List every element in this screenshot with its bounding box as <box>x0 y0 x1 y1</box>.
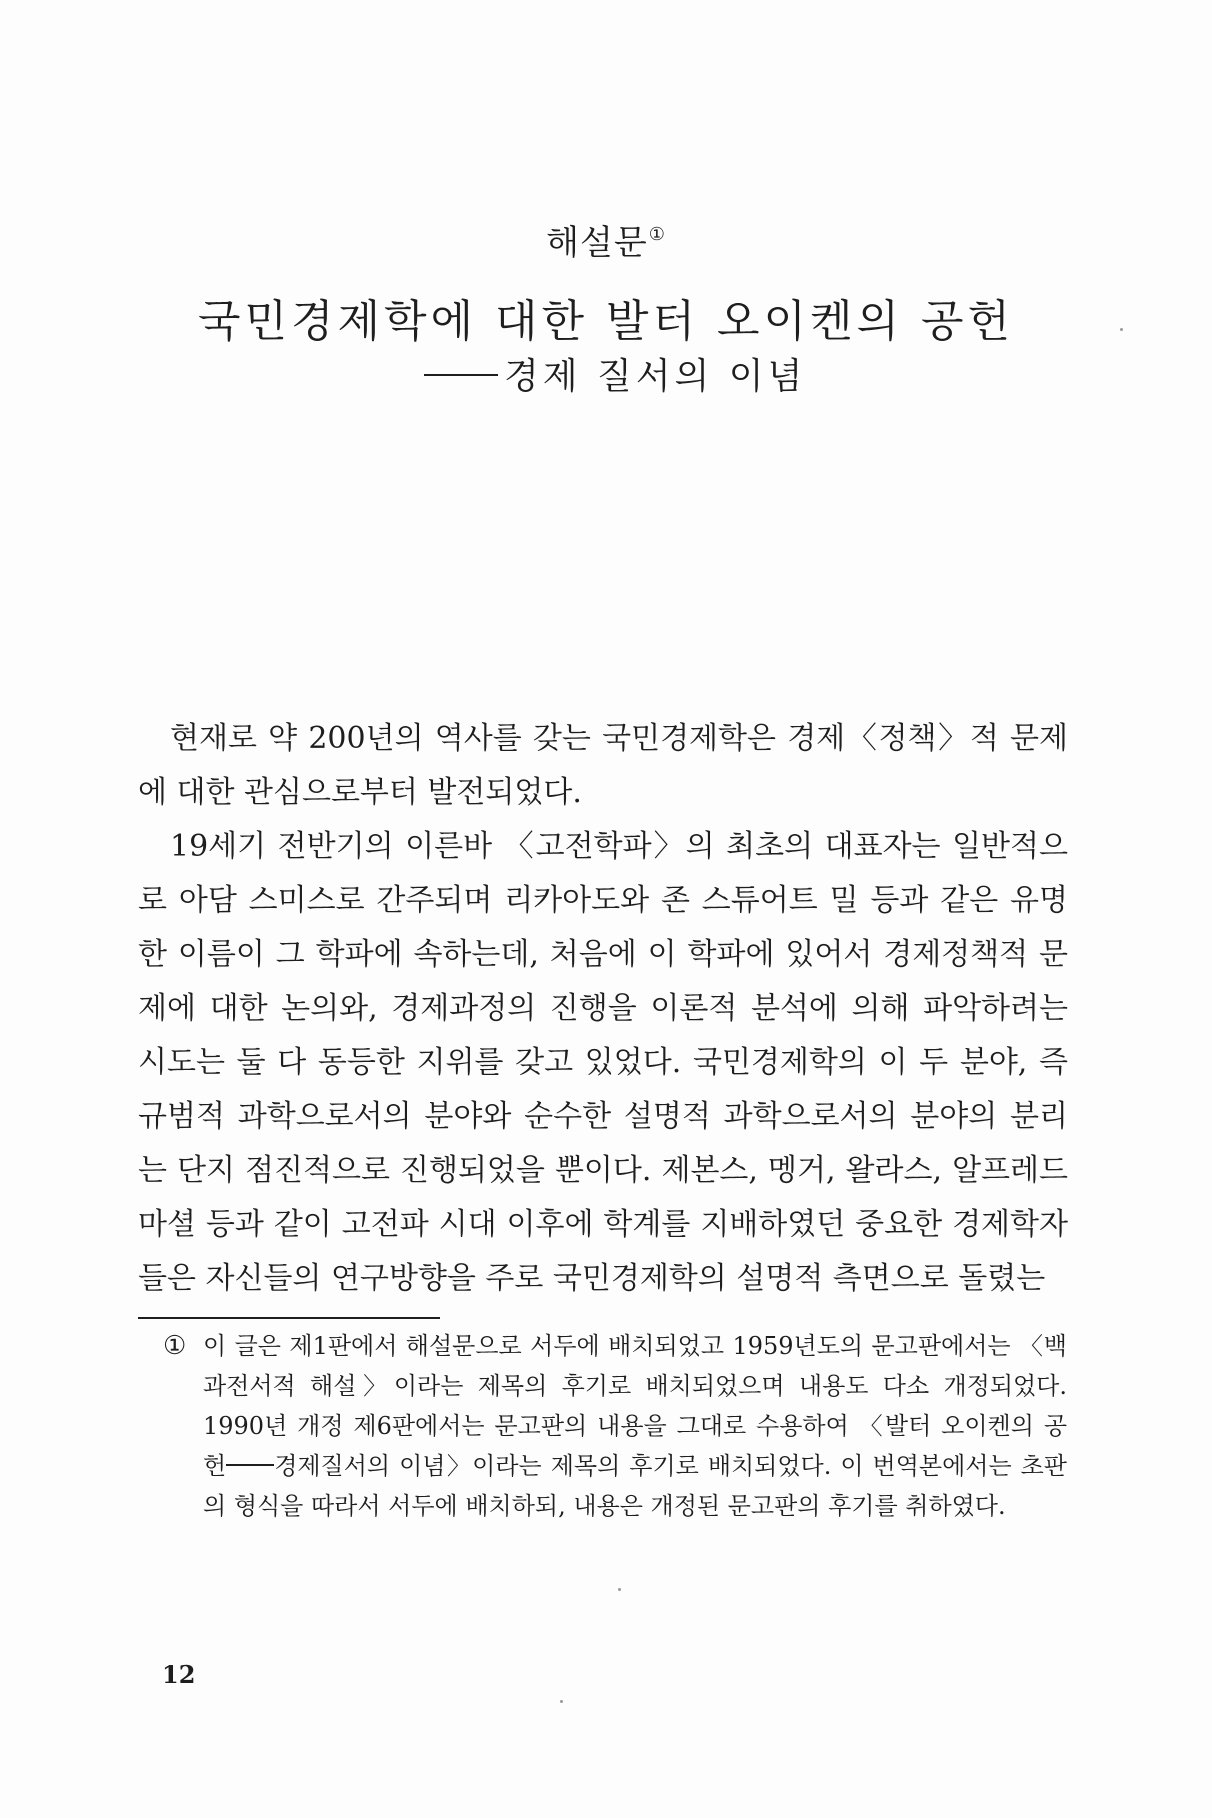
footnote-separator <box>138 1317 440 1319</box>
section-heading <box>0 215 1212 264</box>
footnote-mark: ① <box>163 1331 187 1361</box>
scan-speck <box>1120 328 1123 331</box>
scan-speck <box>618 1588 621 1591</box>
footnote-text <box>165 1326 1067 1526</box>
em-dash-rule <box>226 1464 274 1466</box>
page-title: 국민경제학에 대한 발터 오이켄의 공헌 <box>197 296 1014 347</box>
footnote-reference-mark: ① <box>648 224 666 245</box>
footnote <box>165 1326 1067 1526</box>
body-text <box>138 712 1068 1306</box>
subtitle-text: 경제 질서의 이념 <box>504 356 807 397</box>
page-subtitle <box>424 348 806 399</box>
body-paragraph: 현재로 약 200년의 역사를 갖는 국민경제학은 경제〈정책〉적 문제에 대한 관심으로부터 발전되었다. <box>138 721 1068 810</box>
body-paragraph: 19세기 전반기의 이른바 〈고전학파〉의 최초의 대표자는 일반적으로 아담 스미스로 간주되며 리카아도와 존 스튜어트 밀 등과 같은 유명한 이름이 그 학파에 속하는데, 처음에 이 학파에 있어서 경제정책적 문제에 대한 논의와, 경제과정의 진행을 이론적 분석에 의해 파악하려는 시도는 둘 다 동등한 지위를 갖고 있었다. 국민경제학의 이 두 분야, 즉 규범적 과학으로서의 분야와 순수한 설명적 과학으로서의 분야의 분리는 단지 점진적으로 진행되었을 뿐이다. 제본스, 멩거, 왈라스, 알프레드 마셜 등과 같이 고전파 시대 이후에 학계를 지배하였던 중요한 경제학자들은 자신들의 연구방향을 주로 국민경제학의 설명적 측면으로 돌렸는 <box>138 829 1069 1296</box>
page-number: 12 <box>162 1660 196 1689</box>
section-heading-text: 해설문 <box>546 223 648 263</box>
footnote-text-part: 경제질서의 이념〉이라는 제목의 후기로 배치되었다. 이 번역본에서는 초판의 형식을 따라서 서두에 배치하되, 내용은 개정된 문고판의 후기를 취하였다. <box>203 1452 1067 1520</box>
scan-speck <box>560 1700 563 1703</box>
em-dash-rule <box>424 374 498 376</box>
footnote-text-part: 이 글은 제1판에서 해설문으로 서두에 배치되었고 1959년도의 문고판에서는 〈백과전서적 해설〉이라는 제목의 후기로 배치되었으며 내용도 다소 개정되었다. 1990년 개정 제6판에서는 문고판의 내용을 그대로 수용하여 〈발터 오이켄의 공헌 <box>203 1332 1067 1480</box>
